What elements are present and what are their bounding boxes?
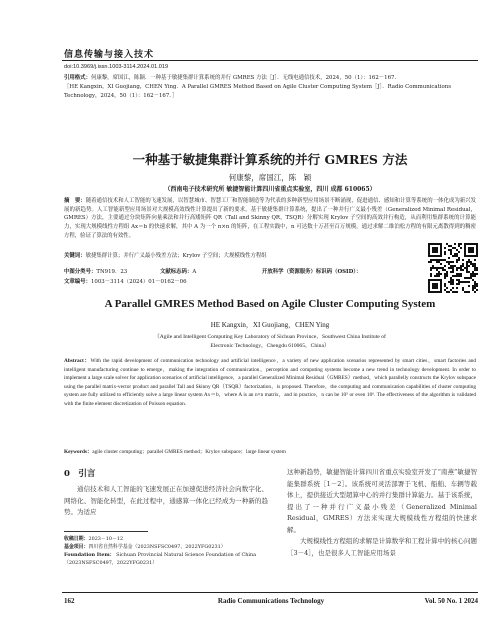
document-code: 文献标志码：A bbox=[160, 269, 197, 275]
clc-number: 中图分类号：TN919．23 bbox=[64, 269, 128, 275]
article-meta bbox=[64, 267, 424, 287]
abstract-en bbox=[64, 357, 476, 409]
abstract-cn bbox=[64, 197, 476, 241]
bottom-rule bbox=[62, 592, 478, 593]
citation-cn-text: 何康黎，席国江，陈颖．一种基于敏捷集群计算系统的并行 GMRES 方法［J］．无线电通信技术，2024，50（1）：162－167． bbox=[90, 75, 400, 81]
article-number: 文章编号：1003－3114（2024）01－0162－06 bbox=[64, 279, 187, 285]
keywords-en bbox=[64, 447, 476, 455]
osid-label: 开放科学（资源服务）标识码（OSID）： bbox=[262, 269, 362, 275]
section-header: 信息传输与接入技术 bbox=[64, 50, 155, 60]
journal-name: Radio Communications Technology bbox=[217, 597, 325, 605]
doi[interactable]: doi:10.3969/j.issn.1003-3114.2024.01.019 bbox=[64, 64, 169, 70]
citation-cn-label: 引用格式： bbox=[64, 75, 91, 81]
abstract-en-label: Abstract： bbox=[64, 358, 91, 364]
footnote-rule bbox=[64, 531, 148, 532]
authors-cn: 何康黎，席国江，陈 颖 bbox=[228, 173, 312, 182]
intro-right-column bbox=[287, 467, 477, 559]
affiliation-cn: （西南电子技术研究所 敏捷智能计算四川省重点实验室，四川 成都 610065） bbox=[164, 186, 376, 193]
citation-en: ［HE Kangxin，XI Guojiang，CHEN Ying．A Parallel GMRES Method Based on Agile Cluster Computing System［J］．Radio Communications Technology，2024，50（1）：162－167．］ bbox=[64, 84, 451, 99]
paper-title-cn: 一种基于敏捷集群计算系统的并行 GMRES 方法 bbox=[132, 152, 408, 167]
citation-block bbox=[64, 74, 478, 101]
keywords-cn-label: 关键词： bbox=[64, 253, 86, 259]
paper-title-en: A Parallel GMRES Method Based on Agile Cluster Computing System bbox=[104, 298, 436, 310]
authors-en: HE Kangxin，XI Guojiang，CHEN Ying bbox=[210, 321, 330, 329]
abstract-cn-label: 摘 要： bbox=[64, 198, 86, 204]
abstract-en-text: With the rapid development of communication technology and artificial intelligence，a variety of new application scenarios represented by smart cities，smart factories and intelligent manufacturing continue to emerge，making the integration of communication，perception and computing systems become a new trend in technology development. In order to implement a large scale solver for application scenarios of artificial intelligence，a parallel Generalized Minimal Residual（GMRES）method，which parallelly constructs the Krylov subspace using the parallel matrix-vector product and parallel Tall and Skinny QR（TSQR）factorization，is proposed. Therefore，the computing and communication capabilities of cluster computing system are fully utilized to efficiently solve a large linear system Ax＝b，where A is an n×n matrix，and in practice，n can be 10⁵ or even 10⁶. The effectiveness of the algorithm is validated with the finite element discretization of Poisson equation. bbox=[64, 358, 476, 407]
keywords-cn-text: 敏捷集群计算；并行广义最小残差方法；Krylov 子空间；大规模线性方程组 bbox=[85, 253, 267, 259]
page-number: 162 bbox=[64, 597, 75, 605]
osid-qr-code[interactable] bbox=[428, 243, 478, 293]
keywords-en-label: Keywords： bbox=[64, 449, 93, 455]
volume-info: Vol. 50 No. 1 2024 bbox=[424, 597, 478, 605]
intro-left-paragraph: 通信技术和人工智能的飞速发展正在加速促进经济社会向数字化、网络化、智能化转型，在此过程中，通感算一体化已经成为一种新的趋势。为适应 bbox=[64, 485, 268, 516]
intro-right-paragraph-2: 大规模线性方程组的求解是计算数学和工程计算中的核心问题［3－4］，也是很多人工智能应用场景 bbox=[287, 537, 477, 557]
qr-code-icon bbox=[428, 243, 478, 293]
affiliation-en: （Agile and Intelligent Computing Key Laboratory of Sichuan Province，Southwest China Institute of Electronic Technology，Chengdu 610065，China） bbox=[154, 334, 386, 349]
footnote: 收稿日期：2023－10－12 基金项目：四川省自然科学基金（2023NSFSC0497，2022YFG0231） Foundation Item： Sichuan Provincial Natural Science Foundation of China（2023NSFSC0497，2022YFG0231） bbox=[64, 536, 257, 566]
keywords-cn bbox=[64, 251, 414, 259]
abstract-cn-text: 随着通信技术和人工智能的飞速发展，以智慧城市、智慧工厂和智能制造等为代表的多种新型应用场景不断涌现，促进通信、感知和计算等系统的一体化成为新兴发展的新趋势。人工智能新型应用场景对大规模高效线性计算提出了新的要求，基于敏捷集群计算系统，提出了一种并行广义最小残差（Generalized Minimal Residual，GMRES）方法，主要通过分块矩阵向量乘法和并行高矮矩阵 QR（Tall and Skinny QR，TSQR）分解实现 Krylov 子空间的高效并行构造，从而利用集群系统的计算能力，实现大规模线性方程组 Ax＝b 的快速求解，其中 A 为一个 n×n 的矩阵，在工程实践中，n 可达数十万甚至百万规模。通过求解二维泊松方程的有限元离散得到的稠密方程，验证了算法的有效性。 bbox=[64, 198, 476, 239]
intro-heading: 0 引言 bbox=[64, 469, 96, 479]
intro-right-paragraph-1: 这种新趋势，敏捷智能计算四川省重点实验室开发了“南燕”敏捷智能集群系统［1－2］。该系统可灵活部署于飞机、船舶、车辆等载体上，提供接近大型超算中心的并行集群计算能力。基于该系统，提出了一种并行广义最小残差（Generalized Minimal Residual，GMRES）方法来实现大规模线性方程组的快速求解。 bbox=[287, 468, 477, 534]
keywords-en-text: agile cluster computing；parallel GMRES method；Krylov subspace；large linear system bbox=[92, 449, 286, 455]
citation-cn bbox=[64, 74, 478, 83]
top-rule bbox=[62, 60, 478, 61]
